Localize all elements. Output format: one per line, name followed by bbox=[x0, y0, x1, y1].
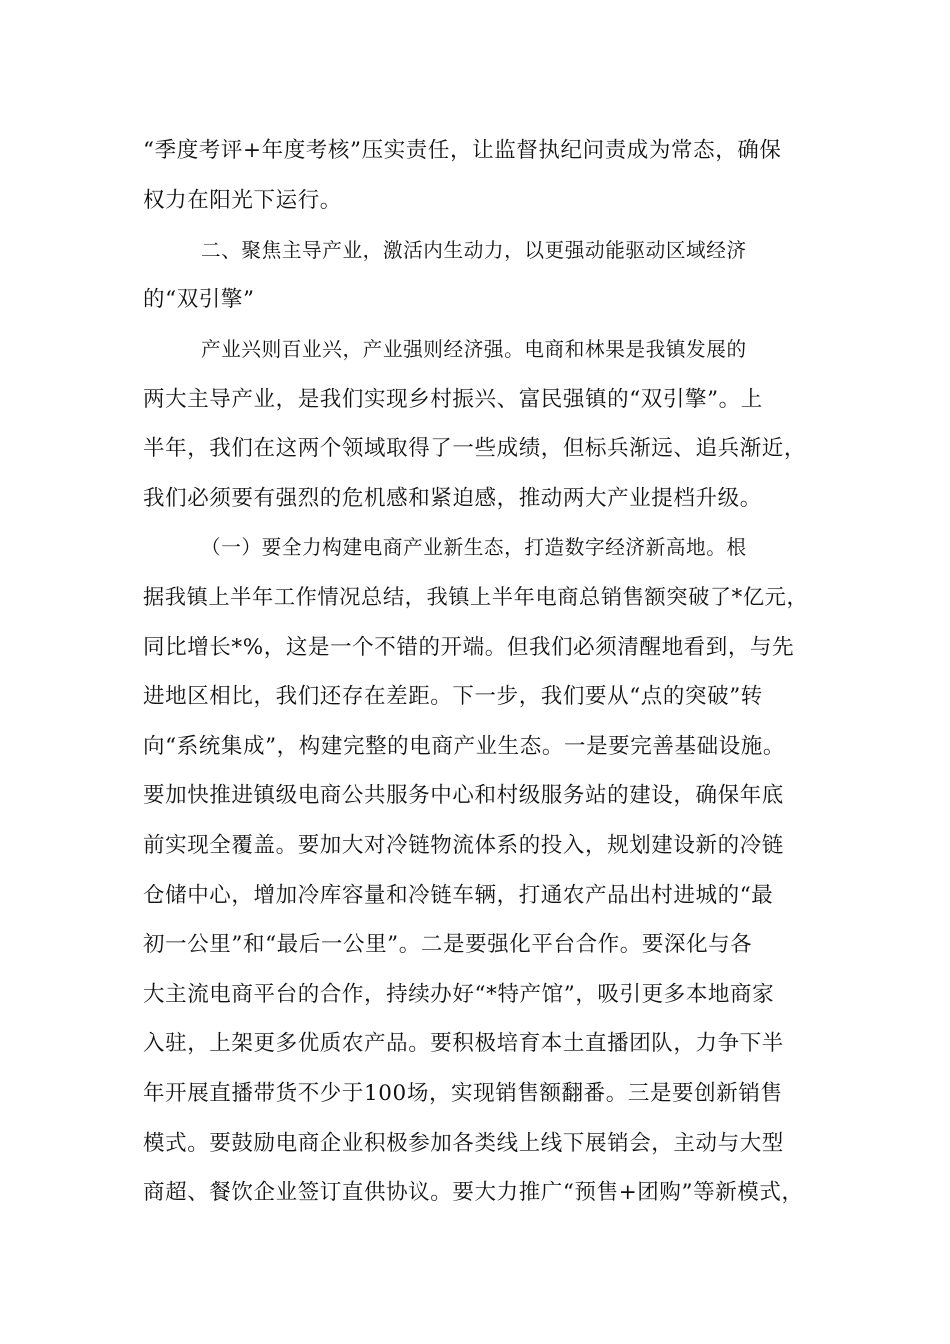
text-line-18: 大主流电商平台的合作，持续办好“*特产馆”，吸引更多本地商家 bbox=[143, 982, 775, 1007]
text-line-1: “季度考评+年度考核”压实责任，让监督执纪问责成为常态，确保 bbox=[143, 138, 782, 163]
text-line-16: 仓储中心，增加冷库容量和冷链车辆，打通农产品出村进城的“最 bbox=[143, 883, 774, 908]
text-line-12: 进地区相比，我们还存在差距。下一步，我们要从“点的突破”转 bbox=[143, 684, 763, 709]
text-line-20: 年开展直播带货不少于100场，实现销售额翻番。三是要创新销售 bbox=[143, 1081, 783, 1106]
text-line-8: 我们必须要有强烈的危机感和紧迫感，推动两大产业提档升级。 bbox=[143, 486, 762, 511]
text-line-2: 权力在阳光下运行。 bbox=[143, 188, 342, 213]
section-heading-line-1: 二、聚焦主导产业，激活内生动力，以更强动能驱动区域经济 bbox=[201, 239, 747, 262]
text-line-22: 商超、餐饮企业签订直供协议。要大力推广“预售+团购”等新模式， bbox=[143, 1180, 804, 1205]
subsection-heading-line: （一）要全力构建电商产业新生态，打造数字经济新高地。根 bbox=[201, 536, 747, 559]
section-heading-line-2: 的“双引擎” bbox=[143, 287, 255, 312]
text-line-15: 前实现全覆盖。要加大对冷链物流体系的投入，规划建设新的冷链 bbox=[143, 833, 784, 858]
text-line-13: 向“系统集成”，构建完整的电商产业生态。一是要完善基础设施。 bbox=[143, 734, 785, 759]
text-line-11: 同比增长*%，这是一个不错的开端。但我们必须清醒地看到，与先 bbox=[143, 635, 795, 660]
text-line-10: 据我镇上半年工作情况总结，我镇上半年电商总销售额突破了*亿元， bbox=[143, 585, 809, 610]
text-line-19: 入驻，上架更多优质农产品。要积极培育本土直播团队，力争下半 bbox=[143, 1031, 784, 1056]
text-line-7: 半年，我们在这两个领域取得了一些成绩，但标兵渐远、追兵渐近， bbox=[143, 436, 807, 461]
text-line-14: 要加快推进镇级电商公共服务中心和村级服务站的建设，确保年底 bbox=[143, 783, 784, 808]
text-line-5: 产业兴则百业兴，产业强则经济强。电商和林果是我镇发展的 bbox=[201, 338, 747, 361]
text-line-6: 两大主导产业，是我们实现乡村振兴、富民强镇的“双引擎”。上 bbox=[143, 387, 763, 412]
text-line-21: 模式。要鼓励电商企业积极参加各类线上线下展销会，主动与大型 bbox=[143, 1131, 784, 1156]
text-line-17: 初一公里”和“最后一公里”。二是要强化平台合作。要深化与各 bbox=[143, 932, 753, 957]
